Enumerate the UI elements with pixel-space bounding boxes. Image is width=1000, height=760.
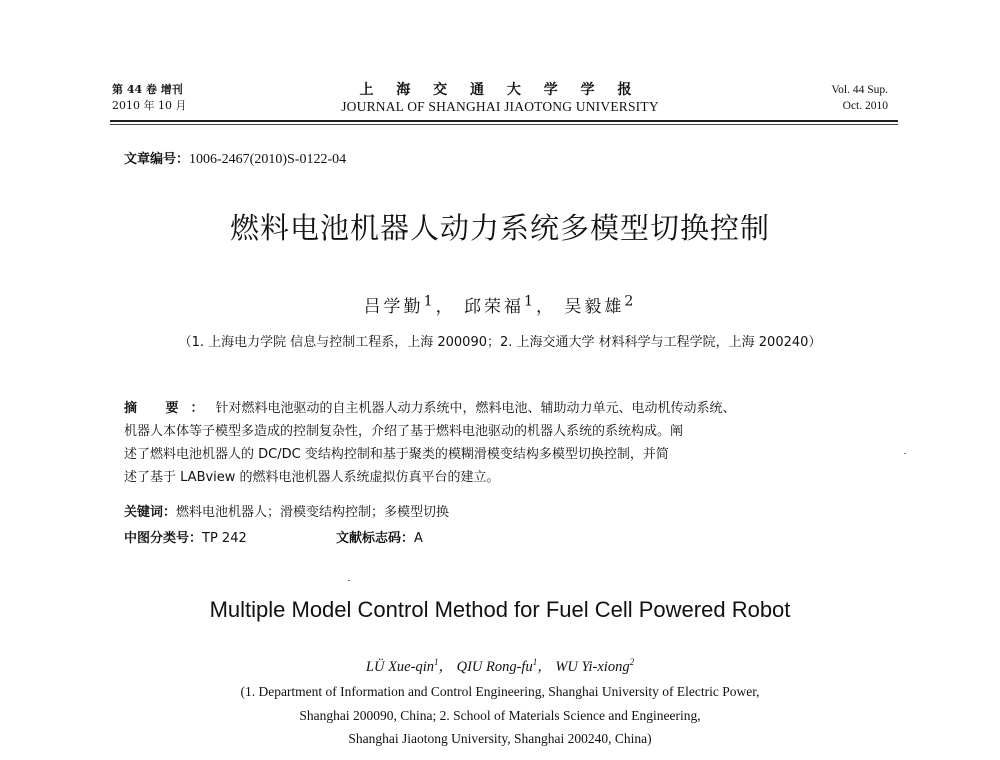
- keywords-cn: [124, 501, 449, 520]
- author-en-2-sup: 1: [532, 657, 538, 668]
- affiliation-en: [0, 680, 1000, 751]
- header-volume-cn: [112, 82, 186, 114]
- author-cn-1-sup: 1: [423, 293, 436, 310]
- date-cn: 2010 年 10 月: [112, 99, 187, 112]
- abstract-label: 摘 要：: [124, 401, 216, 416]
- clc-label: 中图分类号：: [124, 531, 203, 546]
- running-header: [0, 82, 1000, 116]
- affiliation-en-line-1: (1. Department of Information and Control Engineering, Shanghai University of Electric Power,: [240, 684, 760, 699]
- author-sep: ，: [435, 297, 456, 317]
- abstract-text-1: 针对燃料电池驱动的自主机器人动力系统中，燃料电池、辅助动力单元、电动机传动系统、: [215, 401, 736, 416]
- author-en-1-sup: 1: [433, 657, 439, 668]
- author-sep: ，: [537, 659, 552, 675]
- author-cn-3-sup: 2: [624, 293, 637, 310]
- article-number: [124, 148, 346, 168]
- author-cn-2-sup: 1: [523, 293, 536, 310]
- affiliation-en-line-3: Shanghai Jiaotong University, Shanghai 200240, China): [348, 731, 652, 746]
- keywords-value: 燃料电池机器人；滑模变结构控制；多模型切换: [176, 505, 450, 520]
- volume-en: Vol. 44 Sup.: [831, 84, 888, 96]
- author-sep: ，: [438, 659, 453, 675]
- author-en-2: QIU Rong-fu: [456, 659, 533, 675]
- header-volume-en: [831, 82, 888, 114]
- abstract-line-4: 述了基于 LABview 的燃料电池机器人系统虚拟仿真平台的建立。: [124, 470, 500, 485]
- author-cn-2: 邱荣福: [463, 297, 524, 317]
- scan-speck: [904, 453, 906, 454]
- doc-label: 文献标志码：: [336, 531, 415, 546]
- authors-en: [0, 655, 1000, 676]
- abstract-line-3: 述了燃料电池机器人的 DC/DC 变结构控制和基于聚类的模糊滑模变结构多模型切换控制，并简: [124, 447, 669, 462]
- clc-value: TP 242: [202, 531, 247, 546]
- affiliation-en-line-2: Shanghai 200090, China; 2. School of Materials Science and Engineering,: [299, 707, 701, 723]
- abstract-line-2: 机器人本体等子模型多造成的控制复杂性，介绍了基于燃料电池驱动的机器人系统的系统构成。阐: [124, 424, 684, 439]
- date-en: Oct. 2010: [842, 100, 888, 112]
- volume-cn: 第 44 卷 增刊: [112, 83, 183, 96]
- abstract-cn: [124, 397, 884, 489]
- header-rule-thick: [110, 120, 898, 122]
- journal-name: [280, 82, 720, 116]
- journal-name-en: JOURNAL OF SHANGHAI JIAOTONG UNIVERSITY: [341, 99, 659, 114]
- doc-value: A: [414, 531, 423, 546]
- author-cn-3: 吴毅雄: [564, 297, 625, 317]
- author-cn-1: 吕学勤: [363, 297, 424, 317]
- abstract-line-1: [124, 397, 884, 420]
- title-en: Multiple Model Control Method for Fuel Cell Powered Robot: [209, 597, 791, 622]
- author-sep: ，: [536, 297, 556, 317]
- title-cn: 燃料电池机器人动力系统多模型切换控制: [229, 211, 770, 245]
- article-number-label: 文章编号：: [124, 152, 190, 167]
- author-en-3: WU Yi-xiong: [555, 659, 630, 675]
- article-number-value: 1006-2467(2010)S-0122-04: [189, 152, 347, 167]
- header-rule-thin: [110, 124, 898, 125]
- authors-cn: [0, 292, 1000, 317]
- affiliation-cn: （1. 上海电力学院 信息与控制工程系，上海 200090；2. 上海交通大学 材料科学与工程学院，上海 200240）: [178, 335, 822, 350]
- classification-line: [124, 527, 423, 546]
- journal-name-cn: 上 海 交 通 大 学 学 报: [359, 82, 641, 98]
- author-en-3-sup: 2: [629, 657, 635, 668]
- author-en-1: LÜ Xue-qin: [365, 659, 434, 675]
- scan-speck: [348, 580, 350, 581]
- keywords-label: 关键词：: [124, 505, 177, 520]
- doc-code: [336, 527, 423, 546]
